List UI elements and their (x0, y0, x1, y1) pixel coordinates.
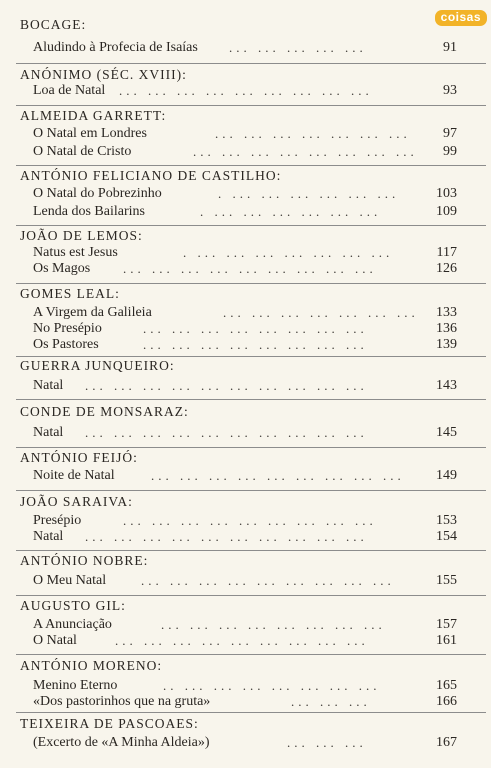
author-heading: ANTÓNIO NOBRE: (20, 553, 149, 568)
dot-leader: ... ... ... ... ... ... ... ... ... ... (85, 378, 368, 393)
entry-title: A Anunciação (33, 617, 112, 632)
section-divider (16, 165, 486, 166)
page-number: 139 (436, 337, 457, 352)
toc-entry[interactable] (33, 126, 457, 142)
author-heading: GOMES LEAL: (20, 286, 120, 301)
toc-entry[interactable] (33, 468, 457, 484)
page-number: 145 (436, 425, 457, 440)
toc-entry[interactable] (33, 144, 457, 160)
toc-entry[interactable] (33, 321, 457, 337)
entry-title: «Dos pastorinhos que na gruta» (33, 694, 211, 709)
page-number: 103 (436, 186, 457, 201)
page-number: 126 (436, 261, 457, 276)
author-heading: CONDE DE MONSARAZ: (20, 404, 189, 419)
toc-entry[interactable] (33, 617, 457, 633)
page-number: 154 (436, 529, 457, 544)
author-heading: GUERRA JUNQUEIRO: (20, 358, 175, 373)
dot-leader: ... ... ... ... ... ... ... ... (193, 144, 418, 159)
entry-title: Lenda dos Bailarins (33, 204, 145, 219)
author-heading: JOÃO DE LEMOS: (20, 228, 143, 243)
entry-title: No Presépio (33, 321, 102, 336)
dot-leader: ... ... ... ... ... ... ... ... ... (123, 261, 377, 276)
section-divider (16, 654, 486, 655)
dot-leader: . ... ... ... ... ... ... ... (183, 245, 394, 260)
entry-title: Natal (33, 425, 64, 440)
page-number: 167 (436, 735, 457, 750)
toc-entry[interactable] (33, 735, 457, 751)
toc-entry[interactable] (33, 83, 457, 99)
author-heading: ALMEIDA GARRETT: (20, 108, 167, 123)
page-number: 91 (443, 40, 457, 55)
section-divider (16, 105, 486, 106)
section-divider (16, 63, 486, 64)
entry-title: Noite de Natal (33, 468, 115, 483)
section-divider (16, 550, 486, 551)
section-divider (16, 399, 486, 400)
entry-title: Aludindo à Profecia de Isaías (33, 40, 198, 55)
entry-title: Menino Eterno (33, 678, 118, 693)
author-heading: AUGUSTO GIL: (20, 598, 126, 613)
dot-leader: ... ... ... ... ... ... ... ... ... ... (85, 529, 368, 544)
author-heading: ANTÓNIO FELICIANO DE CASTILHO: (20, 168, 282, 183)
toc-entry[interactable] (33, 204, 457, 220)
toc-entry[interactable] (33, 186, 457, 202)
page-number: 109 (436, 204, 457, 219)
page-number: 133 (436, 305, 457, 320)
page-number: 99 (443, 144, 457, 159)
author-heading: JOÃO SARAIVA: (20, 494, 133, 509)
dot-leader: ... ... ... ... ... ... ... (215, 126, 411, 141)
entry-title: O Meu Natal (33, 573, 107, 588)
page-number: 143 (436, 378, 457, 393)
entry-title: Os Pastores (33, 337, 99, 352)
page-number: 93 (443, 83, 457, 98)
dot-leader: ... ... ... ... ... ... ... ... (143, 321, 368, 336)
entry-title: Os Magos (33, 261, 91, 276)
page-number: 155 (436, 573, 457, 588)
entry-title: A Virgem da Galileia (33, 305, 152, 320)
toc-entry[interactable] (33, 573, 457, 589)
page-number: 136 (436, 321, 457, 336)
toc-entry[interactable] (33, 529, 457, 545)
page-number: 97 (443, 126, 457, 141)
page-number: 153 (436, 513, 457, 528)
section-divider (16, 490, 486, 491)
entry-title: Natus est Jesus (33, 245, 118, 260)
dot-leader: ... ... ... ... ... ... ... ... ... (119, 83, 373, 98)
section-divider (16, 356, 486, 357)
page-number: 165 (436, 678, 457, 693)
section-divider (16, 712, 486, 713)
entry-title: Natal (33, 529, 64, 544)
watermark-badge: coisas (435, 10, 487, 26)
section-divider (16, 225, 486, 226)
toc-entry[interactable] (33, 678, 457, 694)
page-number: 157 (436, 617, 457, 632)
author-heading: ANÓNIMO (SÉC. XVIII): (20, 67, 187, 82)
dot-leader: ... ... ... ... ... ... ... ... (161, 617, 386, 632)
entry-title: (Excerto de «A Minha Aldeia») (33, 735, 210, 750)
dot-leader: ... ... ... ... ... ... ... ... (143, 337, 368, 352)
dot-leader: ... ... ... ... ... ... ... ... ... (141, 573, 395, 588)
toc-entry[interactable] (33, 245, 457, 261)
toc-entry[interactable] (33, 694, 457, 710)
dot-leader: ... ... ... ... ... ... ... ... ... (151, 468, 405, 483)
toc-entry[interactable] (33, 513, 457, 529)
toc-entry[interactable] (33, 261, 457, 277)
entry-title: O Natal de Cristo (33, 144, 132, 159)
dot-leader: .. ... ... ... ... ... ... ... (163, 678, 381, 693)
dot-leader: ... ... ... (291, 694, 371, 709)
toc-entry[interactable] (33, 425, 457, 441)
toc-entry[interactable] (33, 40, 457, 56)
entry-title: Loa de Natal (33, 83, 106, 98)
page-number: 166 (436, 694, 457, 709)
dot-leader: ... ... ... ... ... ... ... ... ... (115, 633, 369, 648)
dot-leader: . ... ... ... ... ... ... (200, 204, 382, 219)
dot-leader: ... ... ... ... ... ... ... ... ... (123, 513, 377, 528)
section-divider (16, 447, 486, 448)
entry-title: Natal (33, 378, 64, 393)
page-number: 149 (436, 468, 457, 483)
author-heading: ANTÓNIO FEIJÓ: (20, 450, 138, 465)
dot-leader: ... ... ... ... ... ... ... ... ... ... (85, 425, 368, 440)
toc-entry[interactable] (33, 337, 457, 353)
page-number: 117 (436, 245, 457, 260)
dot-leader: ... ... ... (287, 735, 367, 750)
author-heading: TEIXEIRA DE PASCOAES: (20, 716, 199, 731)
entry-title: O Natal do Pobrezinho (33, 186, 162, 201)
author-heading: BOCAGE: (20, 17, 87, 32)
entry-title: O Natal em Londres (33, 126, 147, 141)
page-number: 161 (436, 633, 457, 648)
toc-entry[interactable] (33, 305, 457, 321)
dot-leader: ... ... ... ... ... (229, 40, 367, 55)
toc-entry[interactable] (33, 378, 457, 394)
toc-entry[interactable] (33, 633, 457, 649)
entry-title: Presépio (33, 513, 82, 528)
section-divider (16, 595, 486, 596)
author-heading: ANTÓNIO MORENO: (20, 658, 163, 673)
dot-leader: . ... ... ... ... ... ... (218, 186, 400, 201)
section-divider (16, 283, 486, 284)
dot-leader: ... ... ... ... ... ... ... (223, 305, 419, 320)
entry-title: O Natal (33, 633, 77, 648)
